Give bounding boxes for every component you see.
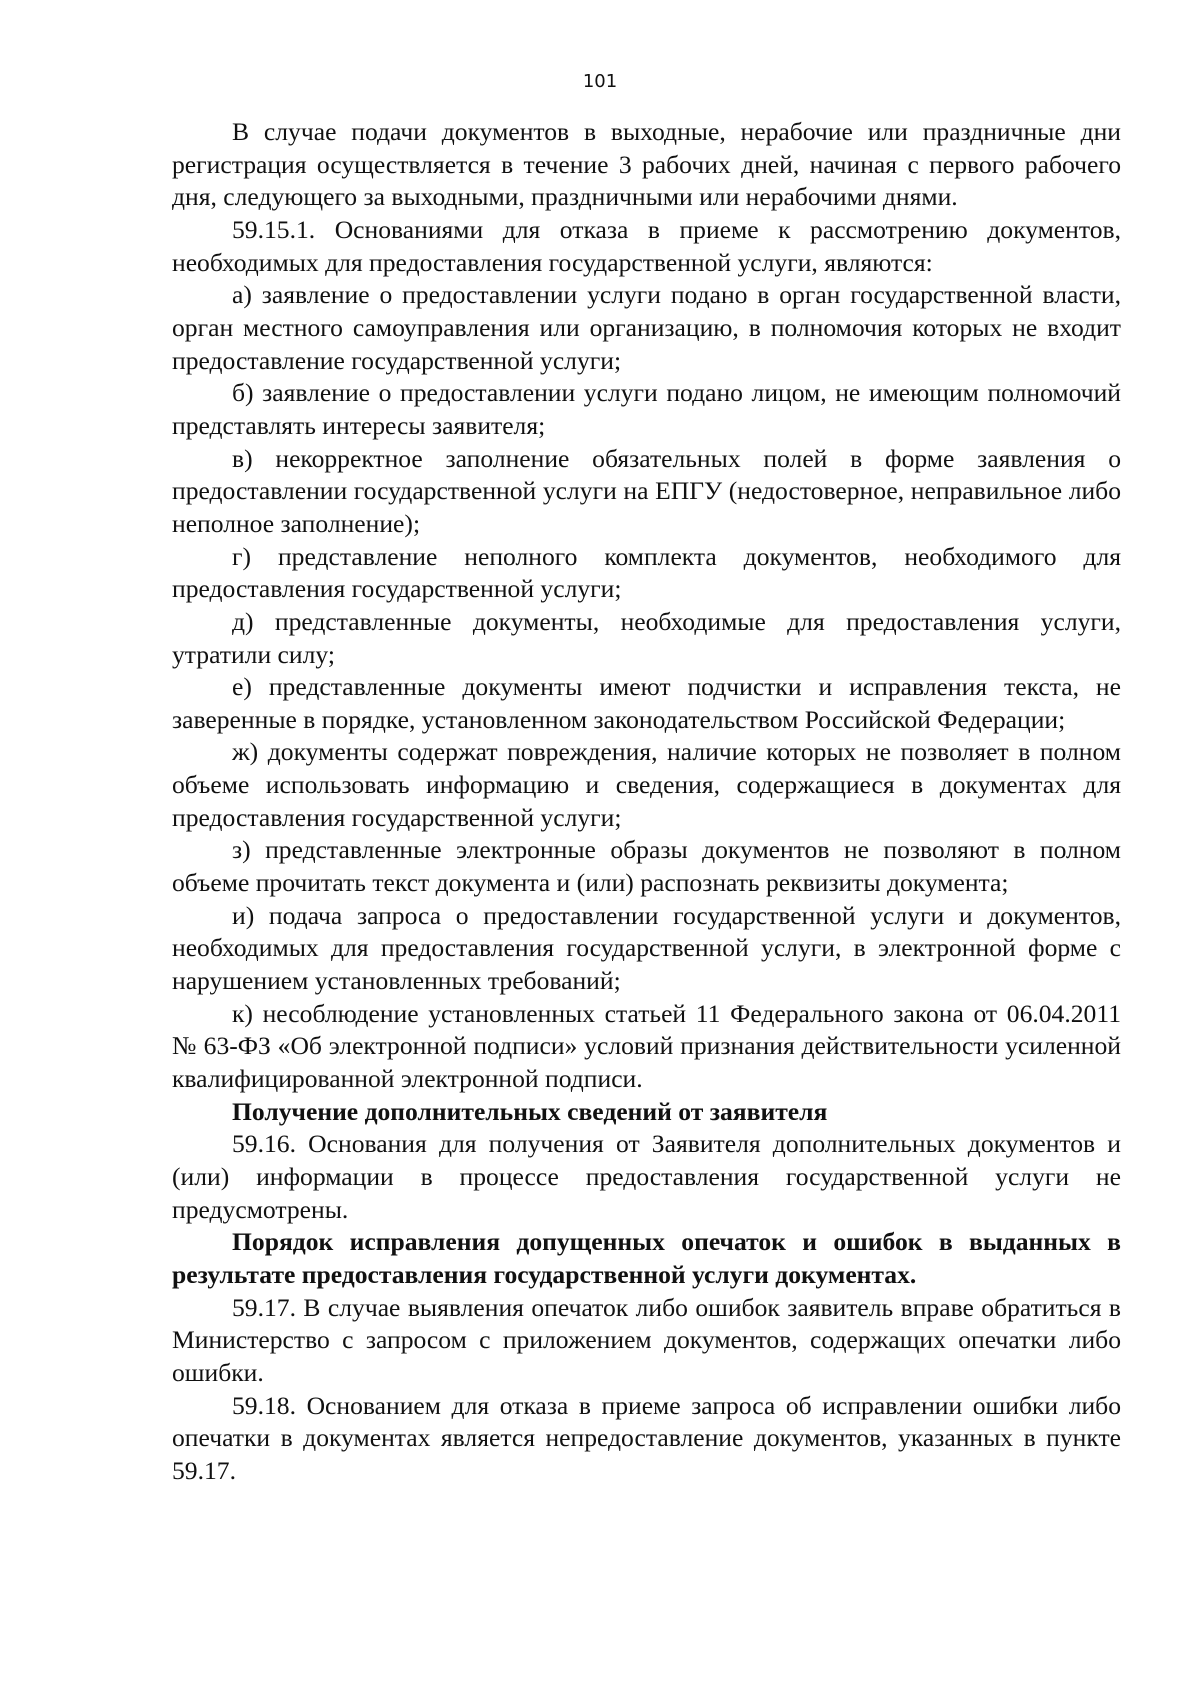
list-item-b: б) заявление о предоставлении услуги подано лицом, не имеющим полномочий представлять интересы заявителя; <box>172 378 1121 440</box>
list-item-z: з) представленные электронные образы документов не позволяют в полном объеме прочитать текст документа и (или) распознать реквизиты документа; <box>172 835 1121 898</box>
section-heading-corrections: Порядок исправления допущенных опечаток и ошибок в выданных в результате предоставления государственной услуги документах. <box>172 1227 1121 1289</box>
list-item-d: д) представленные документы, необходимые для предоставления услуги, утратили силу; <box>172 606 1121 669</box>
list-item-i: и) подача запроса о предоставлении государственной услуги и документов, необходимых для предоставления государственной услуги, в электронной форме с нарушением установленных требований; <box>172 900 1121 996</box>
list-item-g: г) представление неполного комплекта документов, необходимого для предоставления государственной услуги; <box>172 541 1121 604</box>
list-item-e: е) представленные документы имеют подчистки и исправления текста, не заверенные в порядке, установленном законодательством Российской Федерации; <box>172 672 1121 734</box>
paragraph-59-17: 59.17. В случае выявления опечаток либо ошибок заявитель вправе обратиться в Министерство с запросом с приложением документов, содержащих опечатки либо ошибки. <box>172 1292 1121 1387</box>
list-item-zh: ж) документы содержат повреждения, наличие которых не позволяет в полном объеме использовать информацию и сведения, содержащиеся в документах для предоставления государственной услуги; <box>172 737 1121 832</box>
paragraph-59-15-1: 59.15.1. Основаниями для отказа в приеме к рассмотрению документов, необходимых для предоставления государственной услуги, являются: <box>172 214 1121 277</box>
paragraph-59-16: 59.16. Основания для получения от Заявителя дополнительных документов и (или) информации в процессе предоставления государственной услуги не предусмотрены. <box>172 1129 1121 1224</box>
paragraph-59-18: 59.18. Основанием для отказа в приеме запроса об исправлении ошибки либо опечатки в документах является непредоставление документов, указанных в пункте 59.17. <box>172 1390 1121 1485</box>
document-body <box>172 116 1121 1488</box>
page-number: 101 <box>582 71 618 92</box>
list-item-k: к) несоблюдение установленных статьей 11 Федерального закона от 06.04.2011 № 63-ФЗ «Об электронной подписи» условий признания действительности усиленной квалифицированной электронной подписи. <box>172 998 1121 1094</box>
paragraph-registration-weekends: В случае подачи документов в выходные, нерабочие или праздничные дни регистрация осуществляется в течение 3 рабочих дней, начиная с первого рабочего дня, следующего за выходными, праздничными или нерабочими днями. <box>172 117 1121 212</box>
list-item-v: в) некорректное заполнение обязательных полей в форме заявления о предоставлении государственной услуги на ЕПГУ (недостоверное, неправильное либо неполное заполнение); <box>172 443 1121 538</box>
list-item-a: а) заявление о предоставлении услуги подано в орган государственной власти, орган местного самоуправления или организацию, в полномочия которых не входит предоставление государственной услуги; <box>172 280 1121 375</box>
section-heading-additional-info: Получение дополнительных сведений от заявителя <box>232 1096 828 1126</box>
